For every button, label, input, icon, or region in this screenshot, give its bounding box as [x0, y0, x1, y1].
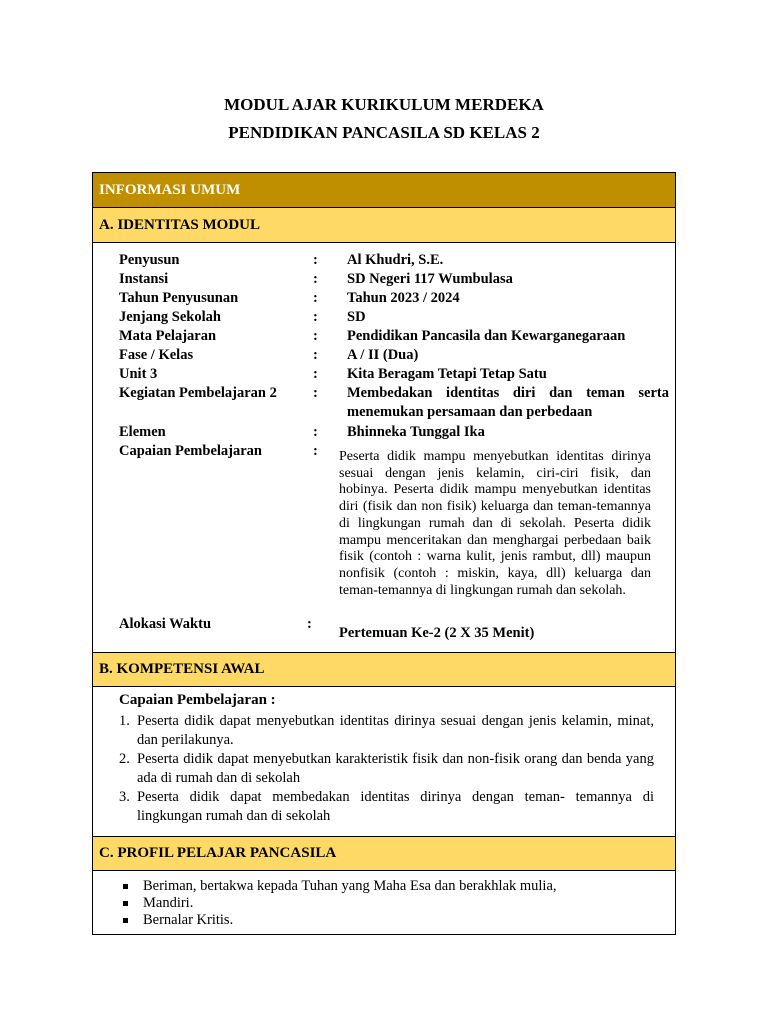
field-colon: :	[313, 328, 318, 344]
module-table	[92, 172, 676, 935]
field-label-elemen: Elemen	[119, 424, 166, 440]
field-label-capaian: Capaian Pembelajaran	[119, 443, 262, 459]
field-label-alokasi: Alokasi Waktu	[119, 616, 212, 632]
field-value-kegiatan: Membedakan identitas diri dan teman serta menemukan persamaan dan perbedaan	[347, 385, 669, 420]
document-subtitle: PENDIDIKAN PANCASILA SD KELAS 2	[228, 123, 540, 142]
kompetensi-awal-header: B. KOMPETENSI AWAL	[93, 652, 675, 687]
field-colon: :	[313, 424, 318, 440]
field-colon: :	[313, 271, 318, 287]
list-item	[119, 750, 654, 788]
capaian-heading: Capaian Pembelajaran :	[119, 692, 276, 708]
field-colon: :	[307, 616, 312, 632]
field-value-capaian: Peserta didik mampu menyebutkan identitas dirinya sesuai dengan jenis kelamin, ciri-ciri fisik, dan hobinya. Peserta didik mampu menyebutkan identitas diri (fisik dan non fisik) keluarga dan teman-temannya di lingkungan rumah dan di sekolah. Peserta didik mampu menceritakan dan menghargai perbedaan baik fisik (contoh : warna kulit, jenis rambut, dll) maupun nonfisik (contoh : miskin, kaya, dll) keluarga dan teman-temannya di lingkungan rumah dan sekolah.	[339, 449, 651, 598]
list-text: Peserta didik dapat membedakan identitas dirinya dengan teman- temannya di lingkungan rumah dan di sekolah	[137, 789, 654, 824]
field-value-tahun: Tahun 2023 / 2024	[347, 290, 460, 306]
field-colon: :	[313, 347, 318, 363]
list-text: Mandiri.	[143, 895, 194, 911]
list-item	[119, 788, 654, 826]
field-label-unit: Unit 3	[119, 366, 158, 382]
profil-list	[123, 878, 557, 929]
field-value-penyusun: Al Khudri, S.E.	[347, 252, 444, 268]
bullet-icon	[123, 884, 128, 889]
field-colon: :	[313, 309, 318, 325]
profil-pelajar-header: C. PROFIL PELAJAR PANCASILA	[93, 836, 675, 871]
list-text: Peserta didik dapat menyebutkan karakteristik fisik dan non-fisik orang dan benda yang ada di rumah dan di sekolah	[137, 751, 654, 786]
field-label-fase: Fase / Kelas	[119, 347, 194, 363]
list-text: Beriman, bertakwa kepada Tuhan yang Maha Esa dan berakhlak mulia,	[143, 878, 557, 894]
list-number: 1.	[119, 713, 130, 729]
informasi-umum-header: INFORMASI UMUM	[93, 173, 675, 208]
list-item	[119, 712, 654, 750]
identitas-modul-header: A. IDENTITAS MODUL	[93, 208, 675, 243]
list-number: 2.	[119, 751, 130, 767]
field-value-elemen: Bhinneka Tunggal Ika	[347, 424, 485, 440]
field-colon: :	[313, 385, 318, 401]
field-label-instansi: Instansi	[119, 271, 169, 287]
list-number: 3.	[119, 789, 130, 805]
kompetensi-list	[119, 712, 654, 826]
field-label-mapel: Mata Pelajaran	[119, 328, 217, 344]
field-colon: :	[313, 252, 318, 268]
list-text: Peserta didik dapat menyebutkan identitas dirinya sesuai dengan jenis kelamin, minat, dan perilakunya.	[137, 713, 654, 748]
field-value-alokasi: Pertemuan Ke-2 (2 X 35 Menit)	[339, 625, 535, 641]
field-value-instansi: SD Negeri 117 Wumbulasa	[347, 271, 513, 287]
field-value-unit: Kita Beragam Tetapi Tetap Satu	[347, 366, 547, 382]
field-value-fase: A / II (Dua)	[347, 347, 419, 363]
list-item	[123, 912, 557, 929]
field-label-kegiatan: Kegiatan Pembelajaran 2	[119, 385, 277, 401]
bullet-icon	[123, 901, 128, 906]
list-item	[123, 895, 557, 912]
list-item	[123, 878, 557, 895]
field-value-mapel: Pendidikan Pancasila dan Kewarganegaraan	[347, 328, 626, 344]
field-value-jenjang: SD	[347, 309, 366, 325]
field-label-jenjang: Jenjang Sekolah	[119, 309, 221, 325]
list-text: Bernalar Kritis.	[143, 912, 234, 928]
document-title: MODUL AJAR KURIKULUM MERDEKA	[224, 95, 544, 114]
field-colon: :	[313, 443, 318, 459]
field-label-tahun: Tahun Penyusunan	[119, 290, 239, 306]
field-label-penyusun: Penyusun	[119, 252, 180, 268]
field-colon: :	[313, 366, 318, 382]
field-colon: :	[313, 290, 318, 306]
bullet-icon	[123, 918, 128, 923]
